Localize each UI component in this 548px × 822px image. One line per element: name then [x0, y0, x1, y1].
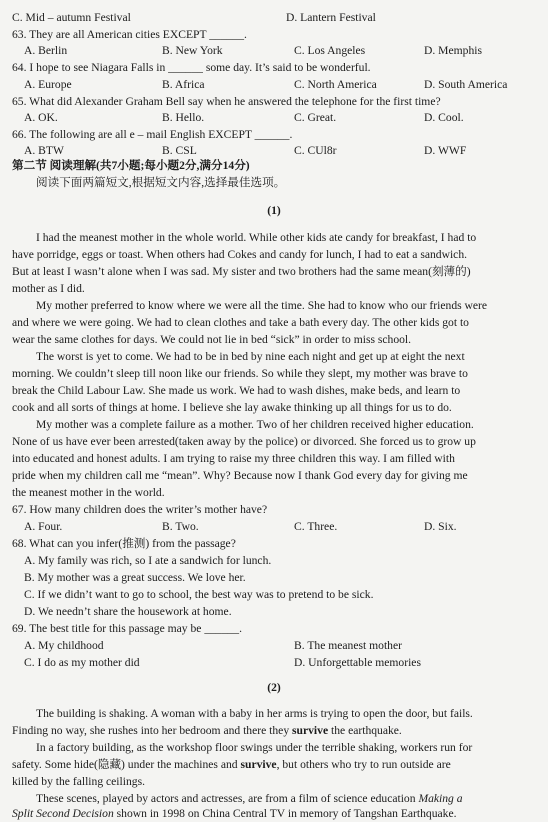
passage-1-line: The worst is yet to come. We had to be in bed by nine each night and get up at eight the next	[36, 350, 465, 363]
passage-1-line: mother as I did.	[12, 282, 85, 295]
film-title-part: Making a	[418, 792, 463, 805]
option-c-festival: C. Mid – autumn Festival	[12, 11, 131, 24]
passage-1-line: My mother preferred to know where we were all the time. She had to know who our friends were	[36, 299, 488, 312]
q65-option-c: C. Great.	[294, 111, 337, 124]
q67-option-b: B. Two.	[162, 520, 199, 533]
passage-1-line: But at least I wasn’t alone when I was sad. My sister and two brothers had the same mean(刻薄的)	[12, 265, 471, 278]
passage-1-line: morning. We couldn’t sleep till noon like our friends. So while they slept, my mother was brave to	[12, 367, 468, 380]
passage-1-line: and where we were going. We had to clean clothes and take a bath every day. The other kids got to	[12, 316, 469, 329]
q69-option-a: A. My childhood	[24, 639, 104, 652]
passage-2-line: killed by the falling ceilings.	[12, 775, 145, 788]
q67-option-d: D. Six.	[424, 520, 457, 533]
q69-option-b: B. The meanest mother	[294, 639, 402, 652]
passage-2-number: (2)	[267, 681, 281, 694]
passage-2-line: In a factory building, as the workshop floor swings under the terrible shaking, workers run for	[36, 741, 473, 754]
q66-option-a: A. BTW	[24, 144, 64, 157]
q64-option-a: A. Europe	[24, 78, 72, 91]
q63-option-a: A. Berlin	[24, 44, 68, 57]
passage-1-line: into educated and honest adults. I am trying to raise my three children this way. I am filled with	[12, 452, 455, 465]
emphasized-word: survive	[292, 724, 329, 737]
q63-option-c: C. Los Angeles	[294, 44, 366, 57]
passage-2-text: These scenes, played by actors and actresses, are from a film of science education	[36, 792, 419, 805]
passage-1-line: wear the same clothes for days. We could not lie in bed “sick” in order to miss school.	[12, 333, 412, 346]
q66-option-b: B. CSL	[162, 144, 197, 157]
q65-option-b: B. Hello.	[162, 111, 205, 124]
passage-1-line: break the Child Labour Law. She made us work. We had to wash dishes, make beds, and learn to	[12, 384, 461, 397]
q64-option-c: C. North America	[294, 78, 377, 91]
q65-option-d: D. Cool.	[424, 111, 464, 124]
question-69-stem: 69. The best title for this passage may be ______.	[12, 622, 243, 635]
passage-2-text: safety. Some hide(隐藏) under the machines and	[12, 758, 241, 771]
passage-1-line: have porridge, eggs or toast. When others had Cokes and candy for lunch, I had to eat a sandwich.	[12, 248, 468, 261]
passage-2-line	[12, 806, 457, 821]
q69-option-c: C. I do as my mother did	[24, 656, 140, 669]
q68-option-a: A. My family was rich, so I ate a sandwich for lunch.	[24, 554, 272, 567]
section-instruction: 阅读下面两篇短文,根据短文内容,选择最佳选项。	[36, 176, 286, 189]
question-68-stem: 68. What can you infer(推测) from the passage?	[12, 537, 236, 550]
passage-1-line: I had the meanest mother in the whole world. While other kids ate candy for breakfast, I had to	[36, 231, 477, 244]
question-64-stem: 64. I hope to see Niagara Falls in ______ some day. It’s said to be wonderful.	[12, 61, 371, 74]
question-63-stem: 63. They are all American cities EXCEPT ______.	[12, 28, 247, 41]
passage-2-text: the earthquake.	[328, 724, 402, 737]
q63-option-b: B. New York	[162, 44, 223, 57]
question-65-stem: 65. What did Alexander Graham Bell say when he answered the telephone for the first time?	[12, 95, 441, 108]
q65-option-a: A. OK.	[24, 111, 58, 124]
passage-1-number: (1)	[267, 204, 281, 217]
q69-option-d: D. Unforgettable memories	[294, 656, 421, 669]
q64-option-d: D. South America	[424, 78, 508, 91]
passage-2-line	[12, 757, 451, 772]
passage-2-text: shown in 1998 on China Central TV in memory of Tangshan Earthquake.	[113, 807, 457, 820]
passage-1-line: cook and all sorts of things at home. I believe she lay awake thinking up all things for us to do.	[12, 401, 452, 414]
emphasized-word: survive	[240, 758, 277, 771]
passage-1-line: pride when my children call me “mean”. Why? Because now I thank God every day for giving me	[12, 469, 468, 482]
q66-option-c: C. CUl8r	[294, 144, 337, 157]
q68-option-b: B. My mother was a great success. We love her.	[24, 571, 246, 584]
q68-option-c: C. If we didn’t want to go to school, the best way was to pretend to be sick.	[24, 588, 374, 601]
q66-option-d: D. WWF	[424, 144, 467, 157]
passage-1-line: None of us have ever been arrested(taken away by the police) or divorced. She forced us to grow up	[12, 435, 476, 448]
section-heading: 第二节 阅读理解(共7小题;每小题2分,满分14分)	[12, 159, 250, 172]
q67-option-a: A. Four.	[24, 520, 63, 533]
question-67-stem: 67. How many children does the writer’s mother have?	[12, 503, 268, 516]
question-66-stem: 66. The following are all e – mail English EXCEPT ______.	[12, 128, 293, 141]
q63-option-d: D. Memphis	[424, 44, 482, 57]
q67-option-c: C. Three.	[294, 520, 338, 533]
passage-1-line: the meanest mother in the world.	[12, 486, 165, 499]
film-title-part: Split Second Decision	[12, 807, 114, 820]
option-d-festival: D. Lantern Festival	[286, 11, 376, 24]
passage-2-text: , but others who try to run outside are	[276, 758, 451, 771]
q68-option-d: D. We needn’t share the housework at home.	[24, 605, 232, 618]
passage-1-line: My mother was a complete failure as a mother. Two of her children received higher education.	[36, 418, 474, 431]
passage-2-line	[12, 723, 402, 738]
passage-2-line	[36, 791, 463, 806]
q64-option-b: B. Africa	[162, 78, 205, 91]
passage-2-line: The building is shaking. A woman with a baby in her arms is trying to open the door, but fails.	[36, 707, 473, 720]
passage-2-text: Finding no way, she rushes into her bedroom and there they	[12, 724, 293, 737]
